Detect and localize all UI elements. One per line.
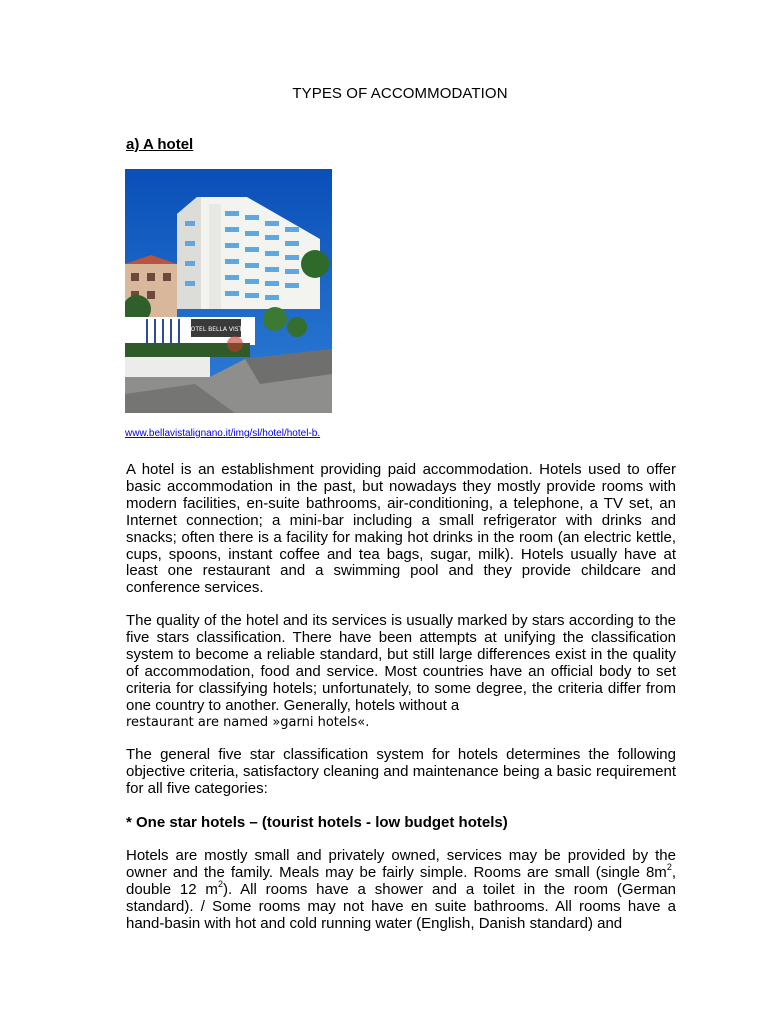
hotel-sign-text: HOTEL BELLA VISTA: [186, 326, 246, 333]
paragraph-one-star-part1: Hotels are mostly small and privately owned, services may be provided by the owner and the family. Meals may be fairly simple. Rooms are small (single 8m: [126, 847, 676, 881]
section-heading: a) A hotel: [126, 136, 194, 153]
paragraph-star-classification: [126, 613, 676, 732]
paragraph-hotel-definition: A hotel is an establishment providing paid accommodation. Hotels used to offer basic accommodation in the past, but nowadays they mostly provide rooms with modern facilities, en-suite bathrooms, air-conditioning, a telephone, a TV set, an Internet connection; a mini-bar including a small refrigerator with drinks and snacks; often there is a facility for making hot drinks in the room (an electric kettle, cups, spoons, instant coffee and tea bags, sugar, milk). Hotels usually have at least one restaurant and a swimming pool and they provide childcare and conference services.: [126, 461, 676, 597]
paragraph-one-star-part3: ). All rooms have a shower and a toilet in the room (German standard). / Some rooms may not have en suite bathrooms. All rooms have a hand-basin with hot and cold running water (English, Danish standard) and: [126, 880, 676, 932]
hotel-photo: [125, 169, 332, 413]
superscript-squared: 2: [217, 878, 223, 889]
paragraph-criteria: The general five star classification system for hotels determines the following objective criteria, satisfactory cleaning and maintenance being a basic requirement for all five categories:: [126, 746, 676, 797]
image-source-link[interactable]: www.bellavistalignano.it/img/sl/hotel/hotel-b.: [125, 428, 321, 439]
superscript-squared: 2: [666, 861, 672, 872]
page-title: TYPES OF ACCOMMODATION: [292, 85, 508, 102]
paragraph-star-classification-tail: restaurant are named »garni hotels«.: [126, 715, 370, 731]
paragraph-star-classification-main: The quality of the hotel and its services is usually marked by stars according to the five stars classification. There have been attempts at unifying the classification system to become a reliable standard, but still large differences exist in the quality of accommodation, food and service. Most countries have an official body to set criteria for classifying hotels; unfortunately, to some degree, the criteria differ from one country to another. Generally, hotels without a: [126, 612, 676, 714]
category-heading-one-star: * One star hotels – (tourist hotels - low budget hotels): [126, 814, 508, 831]
paragraph-one-star: [126, 848, 676, 933]
paragraph-one-star-part2: , double 12 m: [126, 863, 676, 898]
